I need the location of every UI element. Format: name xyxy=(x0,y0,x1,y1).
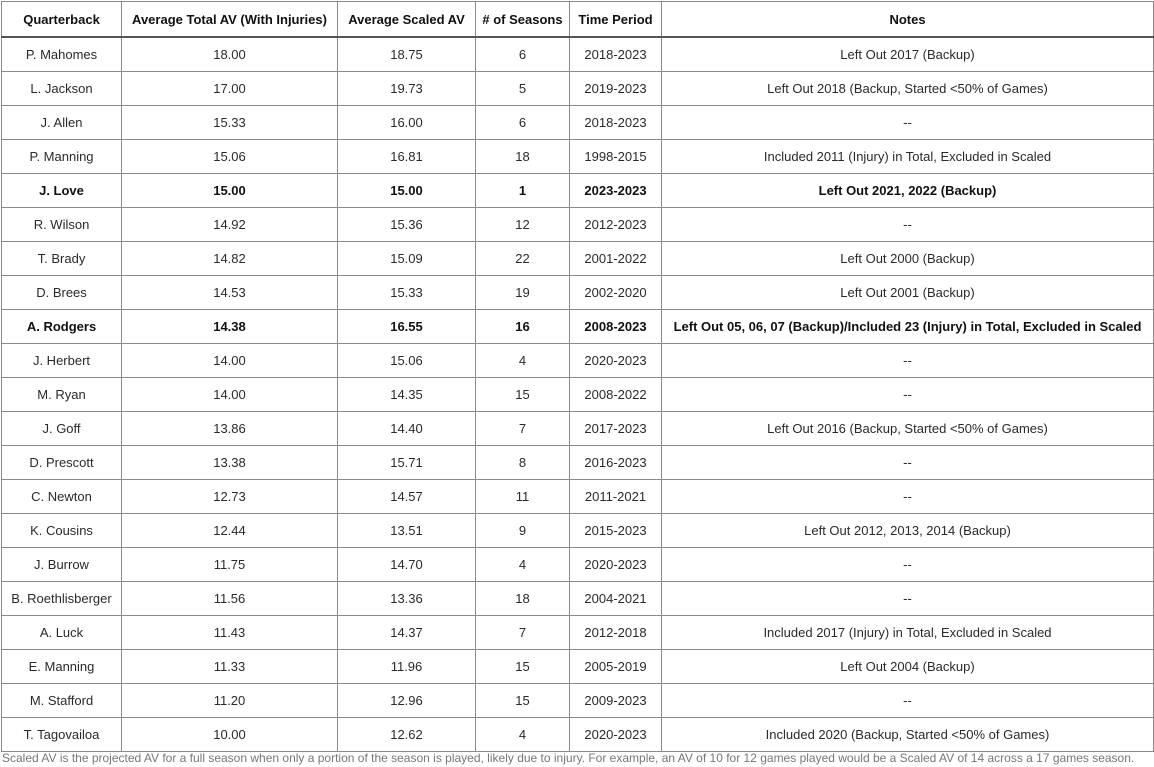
average-total-av-cell: 14.53 xyxy=(122,276,338,310)
quarterback-cell: J. Love xyxy=(2,174,122,208)
average-scaled-av-cell: 15.33 xyxy=(338,276,476,310)
time-period-cell: 2018-2023 xyxy=(570,106,662,140)
table-header xyxy=(2,2,1154,38)
seasons-cell: 1 xyxy=(476,174,570,208)
time-period-cell: 2015-2023 xyxy=(570,514,662,548)
header-time-period: Time Period xyxy=(570,2,662,38)
table-row xyxy=(2,684,1154,718)
notes-cell: Included 2017 (Injury) in Total, Excluded in Scaled xyxy=(662,616,1154,650)
average-total-av-cell: 14.92 xyxy=(122,208,338,242)
average-total-av-cell: 11.43 xyxy=(122,616,338,650)
average-total-av-cell: 10.00 xyxy=(122,718,338,752)
time-period-cell: 2012-2018 xyxy=(570,616,662,650)
seasons-cell: 4 xyxy=(476,344,570,378)
time-period-cell: 2019-2023 xyxy=(570,72,662,106)
notes-cell: -- xyxy=(662,106,1154,140)
average-scaled-av-cell: 14.40 xyxy=(338,412,476,446)
average-scaled-av-cell: 19.73 xyxy=(338,72,476,106)
quarterback-cell: B. Roethlisberger xyxy=(2,582,122,616)
quarterback-cell: J. Burrow xyxy=(2,548,122,582)
table-row xyxy=(2,718,1154,752)
quarterback-cell: D. Prescott xyxy=(2,446,122,480)
table-row xyxy=(2,174,1154,208)
average-scaled-av-cell: 13.51 xyxy=(338,514,476,548)
notes-cell: -- xyxy=(662,378,1154,412)
time-period-cell: 2017-2023 xyxy=(570,412,662,446)
table-row xyxy=(2,276,1154,310)
average-total-av-cell: 12.73 xyxy=(122,480,338,514)
quarterback-cell: R. Wilson xyxy=(2,208,122,242)
quarterback-cell: D. Brees xyxy=(2,276,122,310)
average-total-av-cell: 11.33 xyxy=(122,650,338,684)
average-total-av-cell: 15.00 xyxy=(122,174,338,208)
seasons-cell: 16 xyxy=(476,310,570,344)
time-period-cell: 1998-2015 xyxy=(570,140,662,174)
notes-cell: Included 2020 (Backup, Started <50% of Games) xyxy=(662,718,1154,752)
seasons-cell: 15 xyxy=(476,378,570,412)
notes-cell: -- xyxy=(662,446,1154,480)
notes-cell: Left Out 2012, 2013, 2014 (Backup) xyxy=(662,514,1154,548)
table-row xyxy=(2,37,1154,72)
table-row xyxy=(2,650,1154,684)
average-scaled-av-cell: 16.00 xyxy=(338,106,476,140)
notes-cell: Left Out 2004 (Backup) xyxy=(662,650,1154,684)
time-period-cell: 2020-2023 xyxy=(570,548,662,582)
average-scaled-av-cell: 16.55 xyxy=(338,310,476,344)
table-caption: Scaled AV is the projected AV for a full season when only a portion of the season is played, likely due to injury. For example, an AV of 10 for 12 games played would be a Scaled AV of 14 across a 17 games season. xyxy=(2,751,1135,765)
quarterback-cell: M. Ryan xyxy=(2,378,122,412)
average-total-av-cell: 13.38 xyxy=(122,446,338,480)
average-total-av-cell: 14.82 xyxy=(122,242,338,276)
quarterback-cell: C. Newton xyxy=(2,480,122,514)
seasons-cell: 5 xyxy=(476,72,570,106)
seasons-cell: 11 xyxy=(476,480,570,514)
average-total-av-cell: 15.33 xyxy=(122,106,338,140)
header-average-total-av: Average Total AV (With Injuries) xyxy=(122,2,338,38)
table-row xyxy=(2,140,1154,174)
notes-cell: Left Out 2021, 2022 (Backup) xyxy=(662,174,1154,208)
quarterback-cell: E. Manning xyxy=(2,650,122,684)
quarterback-cell: M. Stafford xyxy=(2,684,122,718)
notes-cell: Left Out 2000 (Backup) xyxy=(662,242,1154,276)
notes-cell: Left Out 2017 (Backup) xyxy=(662,37,1154,72)
notes-cell: -- xyxy=(662,582,1154,616)
notes-cell: -- xyxy=(662,208,1154,242)
average-scaled-av-cell: 14.57 xyxy=(338,480,476,514)
average-total-av-cell: 14.00 xyxy=(122,344,338,378)
table-row xyxy=(2,582,1154,616)
header-quarterback: Quarterback xyxy=(2,2,122,38)
table-row xyxy=(2,208,1154,242)
quarterback-cell: L. Jackson xyxy=(2,72,122,106)
quarterback-cell: A. Luck xyxy=(2,616,122,650)
time-period-cell: 2011-2021 xyxy=(570,480,662,514)
average-total-av-cell: 14.38 xyxy=(122,310,338,344)
average-total-av-cell: 11.20 xyxy=(122,684,338,718)
time-period-cell: 2016-2023 xyxy=(570,446,662,480)
average-total-av-cell: 11.56 xyxy=(122,582,338,616)
average-scaled-av-cell: 12.62 xyxy=(338,718,476,752)
header-row xyxy=(2,2,1154,38)
table-row xyxy=(2,106,1154,140)
table-row xyxy=(2,446,1154,480)
quarterback-cell: T. Brady xyxy=(2,242,122,276)
notes-cell: -- xyxy=(662,548,1154,582)
notes-cell: Included 2011 (Injury) in Total, Excluded in Scaled xyxy=(662,140,1154,174)
table-row xyxy=(2,514,1154,548)
qb-av-table-container xyxy=(1,1,1154,752)
table-row xyxy=(2,480,1154,514)
average-total-av-cell: 15.06 xyxy=(122,140,338,174)
average-total-av-cell: 12.44 xyxy=(122,514,338,548)
average-scaled-av-cell: 14.70 xyxy=(338,548,476,582)
time-period-cell: 2005-2019 xyxy=(570,650,662,684)
average-total-av-cell: 18.00 xyxy=(122,37,338,72)
average-total-av-cell: 14.00 xyxy=(122,378,338,412)
seasons-cell: 4 xyxy=(476,548,570,582)
average-scaled-av-cell: 11.96 xyxy=(338,650,476,684)
quarterback-cell: A. Rodgers xyxy=(2,310,122,344)
table-row xyxy=(2,378,1154,412)
average-scaled-av-cell: 12.96 xyxy=(338,684,476,718)
average-scaled-av-cell: 15.36 xyxy=(338,208,476,242)
average-scaled-av-cell: 14.35 xyxy=(338,378,476,412)
table-row xyxy=(2,72,1154,106)
time-period-cell: 2002-2020 xyxy=(570,276,662,310)
average-total-av-cell: 11.75 xyxy=(122,548,338,582)
notes-cell: Left Out 2018 (Backup, Started <50% of Games) xyxy=(662,72,1154,106)
notes-cell: Left Out 05, 06, 07 (Backup)/Included 23 (Injury) in Total, Excluded in Scaled xyxy=(662,310,1154,344)
seasons-cell: 12 xyxy=(476,208,570,242)
average-scaled-av-cell: 15.71 xyxy=(338,446,476,480)
average-scaled-av-cell: 18.75 xyxy=(338,37,476,72)
seasons-cell: 15 xyxy=(476,650,570,684)
quarterback-cell: P. Manning xyxy=(2,140,122,174)
quarterback-cell: P. Mahomes xyxy=(2,37,122,72)
table-row xyxy=(2,548,1154,582)
table-row xyxy=(2,242,1154,276)
table-body xyxy=(2,37,1154,752)
time-period-cell: 2018-2023 xyxy=(570,37,662,72)
time-period-cell: 2008-2023 xyxy=(570,310,662,344)
time-period-cell: 2004-2021 xyxy=(570,582,662,616)
notes-cell: -- xyxy=(662,480,1154,514)
table-row xyxy=(2,616,1154,650)
notes-cell: -- xyxy=(662,344,1154,378)
time-period-cell: 2009-2023 xyxy=(570,684,662,718)
time-period-cell: 2001-2022 xyxy=(570,242,662,276)
time-period-cell: 2020-2023 xyxy=(570,344,662,378)
seasons-cell: 18 xyxy=(476,582,570,616)
average-scaled-av-cell: 16.81 xyxy=(338,140,476,174)
notes-cell: -- xyxy=(662,684,1154,718)
seasons-cell: 6 xyxy=(476,37,570,72)
average-total-av-cell: 17.00 xyxy=(122,72,338,106)
time-period-cell: 2023-2023 xyxy=(570,174,662,208)
quarterback-cell: J. Herbert xyxy=(2,344,122,378)
average-scaled-av-cell: 15.06 xyxy=(338,344,476,378)
seasons-cell: 6 xyxy=(476,106,570,140)
seasons-cell: 9 xyxy=(476,514,570,548)
average-total-av-cell: 13.86 xyxy=(122,412,338,446)
time-period-cell: 2008-2022 xyxy=(570,378,662,412)
header-notes: Notes xyxy=(662,2,1154,38)
average-scaled-av-cell: 14.37 xyxy=(338,616,476,650)
quarterback-cell: J. Allen xyxy=(2,106,122,140)
notes-cell: Left Out 2001 (Backup) xyxy=(662,276,1154,310)
quarterback-cell: J. Goff xyxy=(2,412,122,446)
table-row xyxy=(2,310,1154,344)
quarterback-cell: K. Cousins xyxy=(2,514,122,548)
seasons-cell: 15 xyxy=(476,684,570,718)
quarterback-cell: T. Tagovailoa xyxy=(2,718,122,752)
seasons-cell: 18 xyxy=(476,140,570,174)
header-average-scaled-av: Average Scaled AV xyxy=(338,2,476,38)
average-scaled-av-cell: 13.36 xyxy=(338,582,476,616)
seasons-cell: 8 xyxy=(476,446,570,480)
header-number-of-seasons: # of Seasons xyxy=(476,2,570,38)
table-row xyxy=(2,344,1154,378)
seasons-cell: 7 xyxy=(476,616,570,650)
seasons-cell: 7 xyxy=(476,412,570,446)
seasons-cell: 22 xyxy=(476,242,570,276)
seasons-cell: 4 xyxy=(476,718,570,752)
table-row xyxy=(2,412,1154,446)
notes-cell: Left Out 2016 (Backup, Started <50% of Games) xyxy=(662,412,1154,446)
qb-av-table xyxy=(1,1,1154,752)
seasons-cell: 19 xyxy=(476,276,570,310)
time-period-cell: 2012-2023 xyxy=(570,208,662,242)
average-scaled-av-cell: 15.00 xyxy=(338,174,476,208)
time-period-cell: 2020-2023 xyxy=(570,718,662,752)
average-scaled-av-cell: 15.09 xyxy=(338,242,476,276)
